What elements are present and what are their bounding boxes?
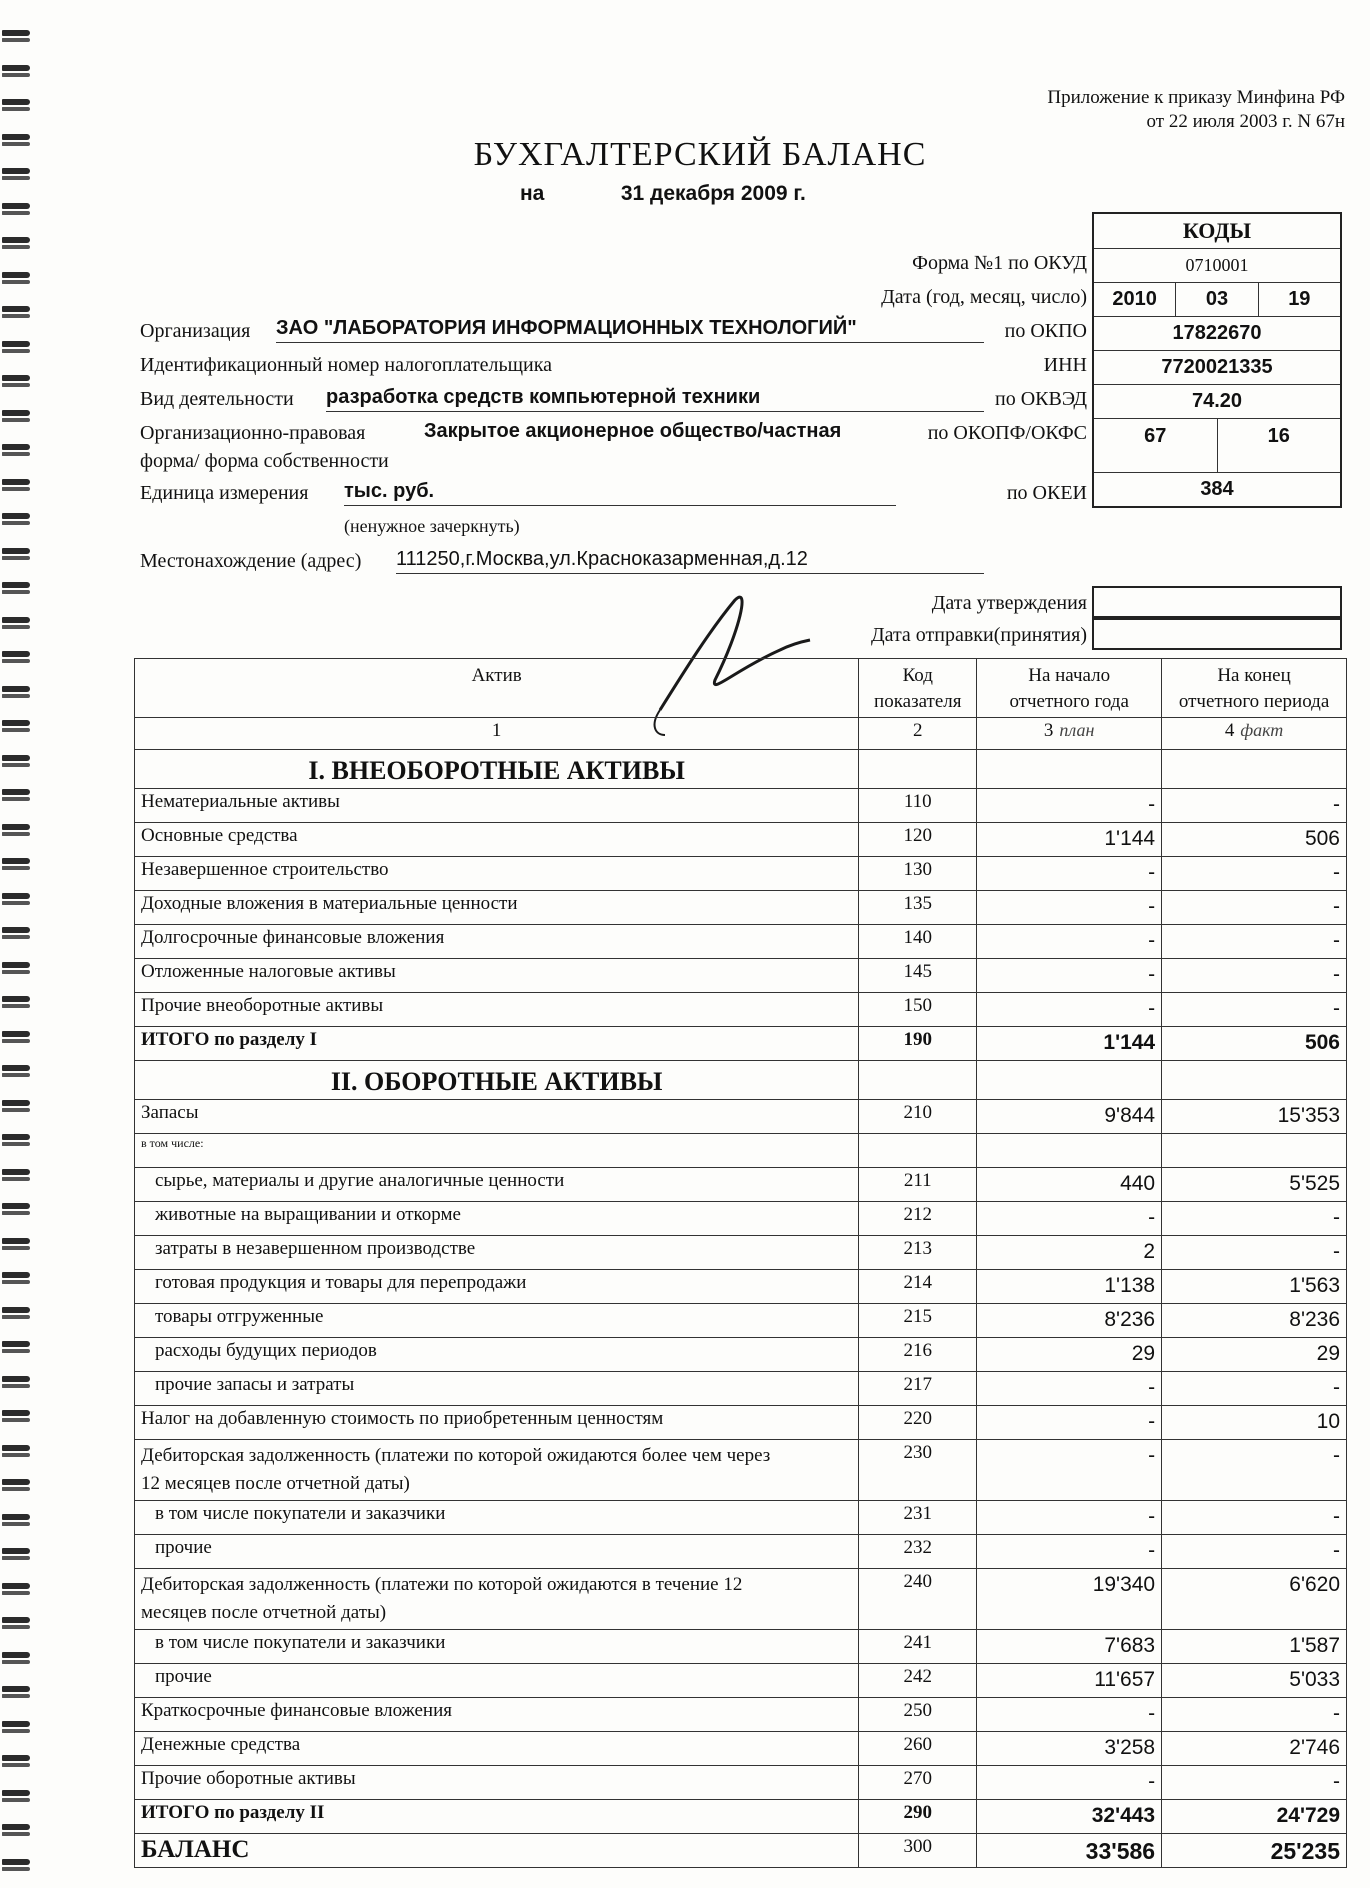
codes-block [1092,212,1342,508]
date-value: 31 декабря 2009 г. [620,182,806,205]
row-begin-value: - [977,789,1162,823]
unit-note: (ненужное зачеркнуть) [344,516,520,536]
unit-value: тыс. руб. [344,480,896,506]
binding-ring [2,893,30,907]
table-row [135,1440,1347,1501]
table-row [135,1372,1347,1406]
okopf-code: 67 [1144,425,1167,447]
binding-ring [2,789,30,803]
col-number-4-value: 4 [1224,720,1235,741]
binding-ring [2,375,30,389]
row-end-value: 2'746 [1162,1732,1347,1766]
section-1-rows [135,789,1347,1027]
activity-value: разработка средств компьютерной техники [326,386,984,412]
row-name: Прочие оборотные активы [135,1766,859,1800]
table-row [135,1100,1347,1134]
spiral-binding [0,20,36,1880]
binding-ring [2,99,30,113]
binding-ring [2,1859,30,1873]
row-end-value: - [1162,1501,1347,1535]
empty-cell [1162,750,1347,789]
row-name: прочие запасы и затраты [135,1372,859,1406]
inn-label: ИНН [1043,354,1087,376]
col-code-label-2: показателя [874,691,962,712]
org-label: Организация [140,320,251,342]
approval-date-label: Дата утверждения [931,592,1087,614]
binding-ring [2,410,30,424]
legal-form-label-1: Организационно-правовая [140,422,366,444]
row-end-value: - [1162,857,1347,891]
binding-ring [2,1445,30,1459]
row-code: 140 [859,925,977,959]
row-begin-value: 440 [977,1168,1162,1202]
row-code: 145 [859,959,977,993]
row-end-value: - [1162,1766,1347,1800]
row-name: товары отгруженные [135,1304,859,1338]
col-number-3 [977,718,1162,750]
row-code: 217 [859,1372,977,1406]
row-name: сырье, материалы и другие аналогичные ценности [135,1168,859,1202]
binding-ring [2,1686,30,1700]
row-end-value: 25'235 [1162,1834,1347,1868]
row-begin-value: - [977,925,1162,959]
okpo-code: 17822670 [1094,316,1340,350]
row-code: 231 [859,1501,977,1535]
row-code: 212 [859,1202,977,1236]
binding-ring [2,1824,30,1838]
binding-ring [2,1721,30,1735]
table-row [135,1766,1347,1800]
empty-cell [977,1061,1162,1100]
row-begin-value: 29 [977,1338,1162,1372]
row-begin-value: 2 [977,1236,1162,1270]
empty-cell [1162,1134,1347,1168]
binding-ring [2,513,30,527]
row-name [135,1569,859,1630]
binding-ring [2,824,30,838]
row-code: 290 [859,1800,977,1834]
row-name: Долгосрочные финансовые вложения [135,925,859,959]
row-code: 130 [859,857,977,891]
inventory-subrows [135,1168,1347,1406]
row-code: 240 [859,1569,977,1630]
including-row [135,1134,1347,1168]
balance-total-row [135,1834,1347,1868]
row-begin-value: 11'657 [977,1664,1162,1698]
col-end-label-1: На конец [1217,665,1291,686]
okei-label: по ОКЕИ [1006,482,1087,504]
table-row [135,1630,1347,1664]
binding-ring [2,65,30,79]
row-begin-value: 19'340 [977,1569,1162,1630]
row-begin-value: 1'138 [977,1270,1162,1304]
row-code: 250 [859,1698,977,1732]
col-number-2: 2 [859,718,977,750]
table-row [135,1569,1347,1630]
binding-ring [2,1790,30,1804]
document-title: БУХГАЛТЕРСКИЙ БАЛАНС [473,136,927,173]
row-begin-value: 32'443 [977,1800,1162,1834]
unit-label: Единица измерения [140,482,309,504]
table-row [135,823,1347,857]
handwritten-plan-note: план [1059,720,1095,740]
table-row [135,1304,1347,1338]
row-end-value: 506 [1162,823,1347,857]
row-code: 110 [859,789,977,823]
binding-ring [2,1031,30,1045]
row-end-value: 29 [1162,1338,1347,1372]
binding-ring [2,1755,30,1769]
report-date-codes [1094,282,1340,316]
binding-ring [2,927,30,941]
row-end-value: 15'353 [1162,1100,1347,1134]
okpo-label: по ОКПО [1004,320,1087,342]
inn-code: 7720021335 [1094,350,1340,384]
row-end-value: - [1162,1372,1347,1406]
binding-ring [2,755,30,769]
row-begin-value: 33'586 [977,1834,1162,1868]
row-end-value: - [1162,1698,1347,1732]
binding-ring [2,306,30,320]
col-end-label-2: отчетного периода [1178,691,1330,712]
table-row [135,1535,1347,1569]
table-row [135,789,1347,823]
row-begin-value: 1'144 [977,823,1162,857]
legal-form-value: Закрытое акционерное общество/частная [424,420,842,442]
sent-date-box [1092,618,1342,650]
balance-table [134,658,1347,1868]
binding-ring [2,272,30,286]
okud-code: 0710001 [1094,248,1340,282]
col-asset-label: Актив [471,665,522,686]
row-name: Прочие внеоборотные активы [135,993,859,1027]
binding-ring [2,1100,30,1114]
row-code: 213 [859,1236,977,1270]
row-code: 241 [859,1630,977,1664]
row-code: 230 [859,1440,977,1501]
taxpayer-id-label: Идентификационный номер налогоплательщика [140,354,553,376]
binding-ring [2,1203,30,1217]
row-end-value: 1'587 [1162,1630,1347,1664]
col-end-header [1162,659,1347,718]
row-name-line-2: 12 месяцев после отчетной даты) [141,1473,410,1494]
row-code: 242 [859,1664,977,1698]
binding-ring [2,1617,30,1631]
table-row [135,1406,1347,1440]
address-value: 111250,г.Москва,ул.Красноказарменная,д.12 [396,548,984,574]
row-name: в том числе покупатели и заказчики [135,1501,859,1535]
table-row [135,1168,1347,1202]
table-row [135,1236,1347,1270]
appendix-line-1: Приложение к приказу Минфина РФ [1047,87,1345,108]
binding-ring [2,203,30,217]
binding-ring [2,858,30,872]
row-name: прочие [135,1664,859,1698]
date-day: 19 [1258,283,1340,316]
row-begin-value: - [977,959,1162,993]
row-code: 210 [859,1100,977,1134]
row-end-value: - [1162,925,1347,959]
row-begin-value: - [977,1766,1162,1800]
binding-ring [2,617,30,631]
row-end-value: 6'620 [1162,1569,1347,1630]
handwritten-fact-note: факт [1240,720,1284,740]
okei-code: 384 [1094,472,1340,506]
row-code: 190 [859,1027,977,1061]
section-2-title: II. ОБОРОТНЫЕ АКТИВЫ [135,1061,859,1100]
empty-cell [977,1134,1162,1168]
row-end-value: 5'033 [1162,1664,1347,1698]
binding-ring [2,1238,30,1252]
row-begin-value: 3'258 [977,1732,1162,1766]
legal-form-label-2: форма/ форма собственности [140,450,389,472]
row-begin-value: - [977,1501,1162,1535]
row-name: затраты в незавершенном производстве [135,1236,859,1270]
row-name: Отложенные налоговые активы [135,959,859,993]
binding-ring [2,686,30,700]
column-numbers-row [135,718,1347,750]
row-code: 120 [859,823,977,857]
col-begin-header [977,659,1162,718]
total-section-2-row [135,1800,1347,1834]
row-name: Незавершенное строительство [135,857,859,891]
table-row [135,1202,1347,1236]
sent-date-label: Дата отправки(принятия) [870,624,1087,646]
row-name: Нематериальные активы [135,789,859,823]
row-begin-value: - [977,1698,1162,1732]
row-name-line-1: Дебиторская задолженность (платежи по которой ожидаются более чем через [141,1445,771,1466]
total-section-1-row [135,1027,1347,1061]
binding-ring [2,1341,30,1355]
row-name: Запасы [135,1100,859,1134]
row-begin-value: - [977,1406,1162,1440]
row-name: Краткосрочные финансовые вложения [135,1698,859,1732]
table-row [135,1338,1347,1372]
col-asset-header [135,659,859,718]
row-end-value: - [1162,1236,1347,1270]
row-end-value: - [1162,993,1347,1027]
okved-label: по ОКВЭД [995,388,1087,410]
binding-ring [2,1652,30,1666]
row-end-value: - [1162,891,1347,925]
other-current-rows [135,1698,1347,1800]
table-row [135,857,1347,891]
section-2-row [135,1061,1347,1100]
row-name: Основные средства [135,823,859,857]
row-end-value: - [1162,1202,1347,1236]
okopf-okfs-codes [1094,418,1340,472]
row-name: в том числе покупатели и заказчики [135,1630,859,1664]
okved-code: 74.20 [1094,384,1340,418]
binding-ring [2,1410,30,1424]
address-label: Местонахождение (адрес) [140,550,362,572]
empty-cell [1162,1061,1347,1100]
table-row [135,1664,1347,1698]
row-begin-value: - [977,993,1162,1027]
col-code-label-1: Код [902,665,933,686]
table-row [135,1501,1347,1535]
okud-label: Форма №1 по ОКУД [912,252,1087,274]
row-name-line-2: месяцев после отчетной даты) [141,1602,387,1623]
including-label: в том числе: [135,1134,859,1168]
col-begin-label-2: отчетного года [1009,691,1129,712]
okopf-label: по ОКОПФ/ОКФС [927,422,1087,444]
binding-ring [2,1514,30,1528]
table-row [135,1270,1347,1304]
binding-ring [2,582,30,596]
row-end-value: - [1162,1440,1347,1501]
binding-ring [2,444,30,458]
date-month: 03 [1175,283,1257,316]
row-end-value: 5'525 [1162,1168,1347,1202]
row-code: 232 [859,1535,977,1569]
row-code: 216 [859,1338,977,1372]
col-code-header [859,659,977,718]
binding-ring [2,1583,30,1597]
empty-cell [859,1061,977,1100]
row-end-value: 24'729 [1162,1800,1347,1834]
binding-ring [2,1548,30,1562]
binding-ring [2,237,30,251]
codes-header: КОДЫ [1182,218,1252,243]
binding-ring [2,962,30,976]
binding-ring [2,548,30,562]
table-row [135,925,1347,959]
row-end-value: - [1162,789,1347,823]
binding-ring [2,168,30,182]
date-label: Дата (год, месяц, число) [881,286,1087,308]
binding-ring [2,1376,30,1390]
row-end-value: 10 [1162,1406,1347,1440]
row-end-value: - [1162,1535,1347,1569]
row-code: 211 [859,1168,977,1202]
row-begin-value: 8'236 [977,1304,1162,1338]
row-begin-value: - [977,1202,1162,1236]
approval-date-box [1092,586,1342,618]
binding-ring [2,1272,30,1286]
col-number-4 [1162,718,1347,750]
org-name: ЗАО "ЛАБОРАТОРИЯ ИНФОРМАЦИОННЫХ ТЕХНОЛОГИЙ" [276,317,984,343]
binding-ring [2,1479,30,1493]
row-name: расходы будущих периодов [135,1338,859,1372]
row-name: прочие [135,1535,859,1569]
binding-ring [2,1065,30,1079]
row-begin-value: - [977,1440,1162,1501]
empty-cell [859,750,977,789]
col-begin-label-1: На начало [1028,665,1111,686]
table-row [135,993,1347,1027]
table-header-row [135,659,1347,718]
binding-ring [2,30,30,44]
okfs-code: 16 [1217,419,1341,472]
row-begin-value: - [977,1535,1162,1569]
row-name: животные на выращивании и откорме [135,1202,859,1236]
binding-ring [2,651,30,665]
row-code: 135 [859,891,977,925]
date-year: 2010 [1112,288,1157,310]
row-code: 214 [859,1270,977,1304]
binding-ring [2,996,30,1010]
row-name: Налог на добавленную стоимость по приобретенным ценностям [135,1406,859,1440]
row-begin-value: 1'144 [977,1027,1162,1061]
row-name: ИТОГО по разделу II [135,1800,859,1834]
binding-ring [2,134,30,148]
row-begin-value: - [977,891,1162,925]
appendix-line-2: от 22 июля 2003 г. N 67н [1146,111,1345,132]
table-row [135,891,1347,925]
table-row [135,1732,1347,1766]
row-name [135,1440,859,1501]
row-end-value: - [1162,959,1347,993]
row-code: 270 [859,1766,977,1800]
section-1-title: I. ВНЕОБОРОТНЫЕ АКТИВЫ [135,750,859,789]
binding-ring [2,720,30,734]
row-end-value: 506 [1162,1027,1347,1061]
row-end-value: 1'563 [1162,1270,1347,1304]
row-name: ИТОГО по разделу I [135,1027,859,1061]
row-begin-value: 7'683 [977,1630,1162,1664]
row-begin-value: - [977,1372,1162,1406]
row-code: 220 [859,1406,977,1440]
row-end-value: 8'236 [1162,1304,1347,1338]
empty-cell [977,750,1162,789]
table-row [135,959,1347,993]
row-code: 150 [859,993,977,1027]
row-name: готовая продукция и товары для перепродажи [135,1270,859,1304]
row-name: Доходные вложения в материальные ценности [135,891,859,925]
col-number-1: 1 [135,718,859,750]
date-prefix: на [520,182,545,205]
binding-ring [2,1307,30,1321]
table-row [135,1698,1347,1732]
row-code: 300 [859,1834,977,1868]
row-name-line-1: Дебиторская задолженность (платежи по которой ожидаются в течение 12 [141,1574,743,1595]
section-1-row [135,750,1347,789]
binding-ring [2,341,30,355]
row-name: БАЛАНС [135,1834,859,1868]
binding-ring [2,479,30,493]
col-number-3-value: 3 [1043,720,1054,741]
empty-cell [859,1134,977,1168]
row-code: 215 [859,1304,977,1338]
row-begin-value: - [977,857,1162,891]
appendix-note [985,86,1345,134]
activity-label: Вид деятельности [140,388,294,410]
binding-ring [2,1169,30,1183]
row-begin-value: 9'844 [977,1100,1162,1134]
binding-ring [2,1134,30,1148]
row-code: 260 [859,1732,977,1766]
report-date [520,182,806,206]
row-name: Денежные средства [135,1732,859,1766]
